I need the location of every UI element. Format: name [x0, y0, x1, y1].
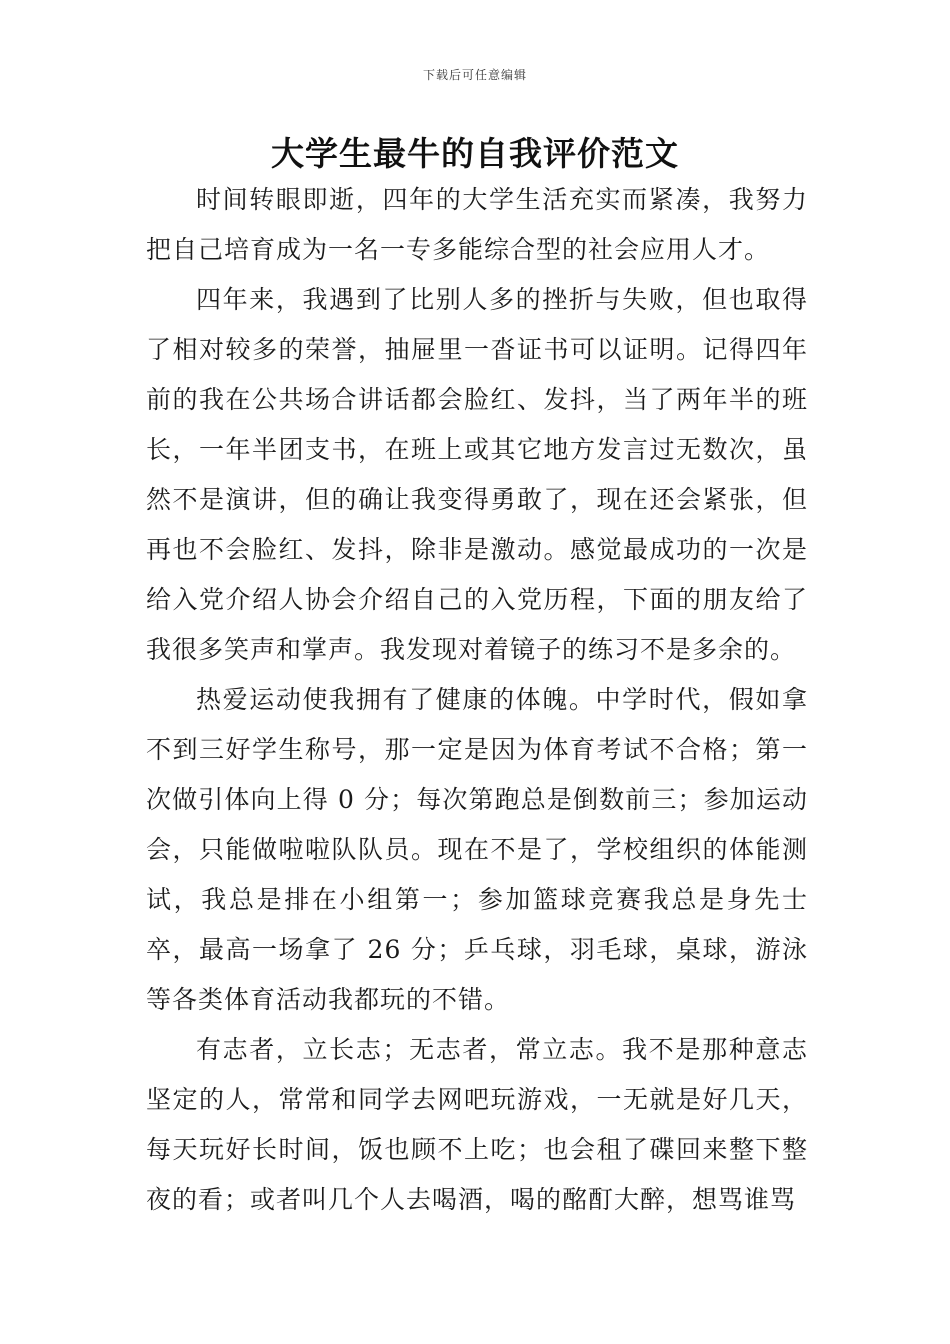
paragraph-1: 时间转眼即逝，四年的大学生活充实而紧凑，我努力把自己培育成为一名一专多能综合型的社会应用人才。 — [146, 185, 808, 264]
paragraph-4: 有志者，立长志；无志者，常立志。我不是那种意志坚定的人，常常和同学去网吧玩游戏，一无就是好几天，每天玩好长时间，饭也顾不上吃；也会租了碟回来整下整夜的看；或者叫几个人去喝酒，喝的酩酊大醉，想骂谁骂 — [146, 1035, 808, 1214]
paragraph-3: 热爱运动使我拥有了健康的体魄。中学时代，假如拿不到三好学生称号，那一定是因为体育考试不合格；第一次做引体向上得 0 分；每次第跑总是倒数前三；参加运动会，只能做啦啦队队员。现在不是了，学校组织的体能测试，我总是排在小组第一；参加篮球竞赛我总是身先士卒，最高一场拿了 26 分；乒乓球，羽毛球，桌球，游泳等各类体育活动我都玩的不错。 — [146, 685, 808, 1014]
header-note: 下载后可任意编辑 — [422, 68, 527, 82]
paragraph-2: 四年来，我遇到了比别人多的挫折与失败，但也取得了相对较多的荣誉，抽屉里一沓证书可以证明。记得四年前的我在公共场合讲话都会脸红、发抖，当了两年半的班长，一年半团支书，在班上或其它地方发言过无数次，虽然不是演讲，但的确让我变得勇敢了，现在还会紧张，但再也不会脸红、发抖，除非是激动。感觉最成功的一次是给入党介绍人协会介绍自己的入党历程，下面的朋友给了我很多笑声和掌声。我发现对着镜子的练习不是多余的。 — [146, 285, 808, 664]
document-body — [146, 175, 808, 1225]
document-title: 大学生最牛的自我评价范文 — [271, 134, 679, 173]
